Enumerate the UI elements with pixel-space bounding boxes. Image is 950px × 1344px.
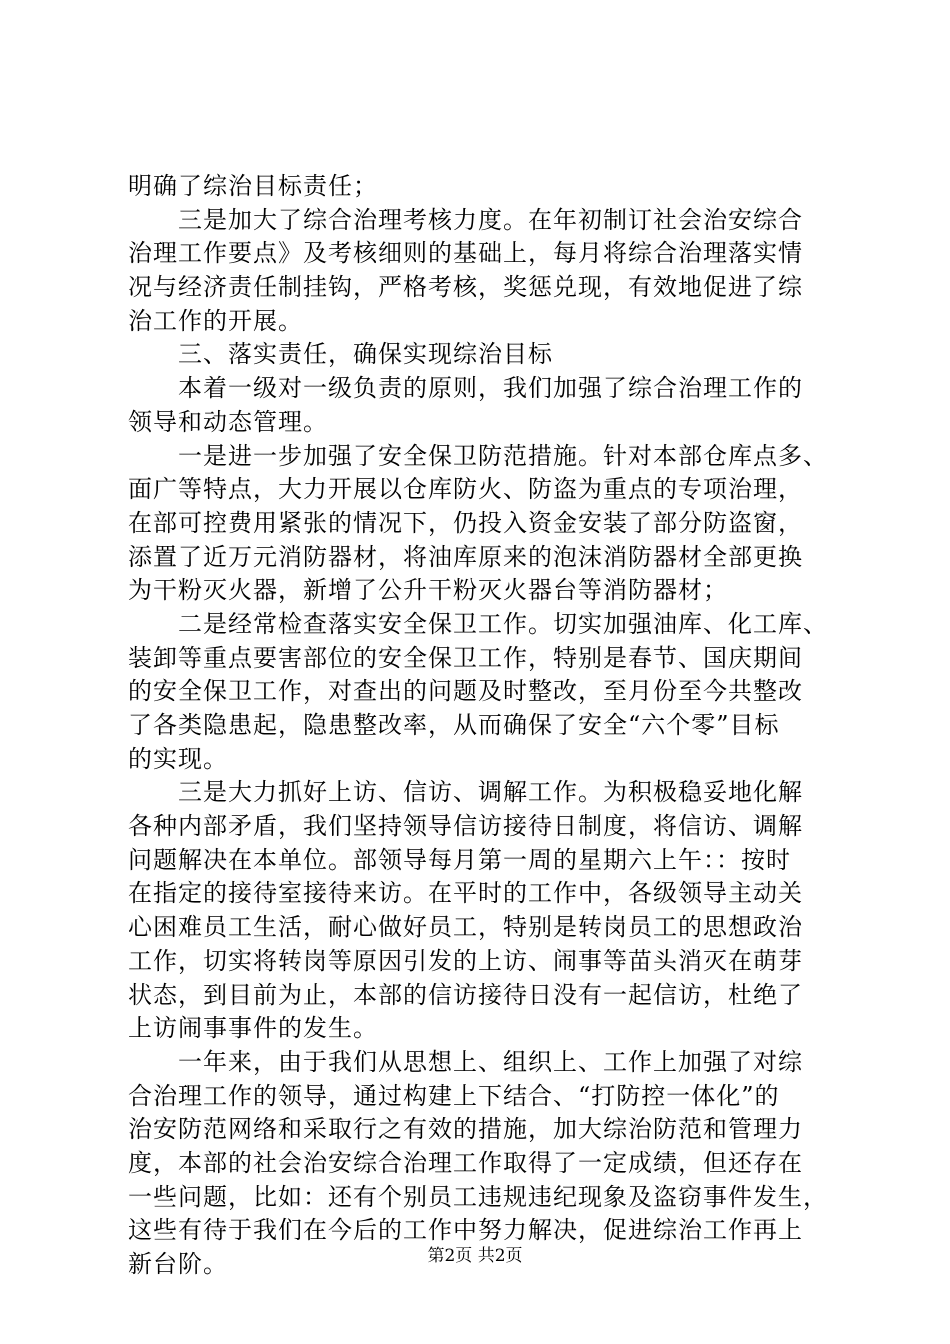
- text-line: 三是大力抓好上访、信访、调解工作。为积极稳妥地化解: [178, 778, 803, 807]
- text-line: 领导和动态管理。: [128, 407, 328, 436]
- text-line: 在部可控费用紧张的情况下，仍投入资金安装了部分防盗窗，: [128, 508, 803, 537]
- text-line: 工作，切实将转岗等原因引发的上访、闹事等苗头消灭在萌芽: [128, 946, 803, 975]
- text-line: 了各类隐患起，隐患整改率，从而确保了安全“六个零”目标: [128, 711, 780, 739]
- text-line: 治理工作要点》及考核细则的基础上，每月将综合治理落实情: [128, 239, 803, 268]
- text-line: 新台阶。: [128, 1250, 228, 1278]
- text-line: 本着一级对一级负责的原则，我们加强了综合治理工作的: [178, 374, 803, 403]
- text-line: 在指定的接待室接待来访。在平时的工作中，各级领导主动关: [128, 879, 803, 908]
- text-line: 治工作的开展。: [128, 306, 303, 335]
- text-line: 一是进一步加强了安全保卫防范措施。针对本部仓库点多、: [178, 441, 828, 470]
- text-line: 一年来，由于我们从思想上、组织上、工作上加强了对综: [178, 1047, 803, 1076]
- text-line: 三是加大了综合治理考核力度。在年初制订社会治安综合: [178, 205, 803, 234]
- text-line: 为干粉灭火器，新增了公升干粉灭火器台等消防器材；: [128, 576, 728, 605]
- page-footer: 第2页 共2页: [427, 1246, 523, 1266]
- text-line: 各种内部矛盾，我们坚持领导信访接待日制度，将信访、调解: [128, 812, 803, 841]
- text-line: 状态，到目前为止，本部的信访接待日没有一起信访，杜绝了: [128, 980, 803, 1009]
- text-line: 的实现。: [128, 744, 228, 773]
- text-line: 治安防范网络和采取行之有效的措施，加大综治防范和管理力: [128, 1115, 803, 1144]
- text-line: 的安全保卫工作，对查出的问题及时整改，至月份至今共整改: [128, 677, 803, 706]
- text-line: 这些有待于我们在今后的工作中努力解决，促进综治工作再上: [128, 1216, 803, 1245]
- text-line: 问题解决在本单位。部领导每月第一周的星期六上午：：按时: [128, 845, 791, 874]
- text-line: 况与经济责任制挂钩，严格考核，奖惩兑现，有效地促进了综: [128, 273, 803, 302]
- text-line: 装卸等重点要害部位的安全保卫工作，特别是春节、国庆期间: [128, 643, 803, 672]
- text-line: 添置了近万元消防器材，将油库原来的泡沫消防器材全部更换: [128, 542, 803, 571]
- text-line: 一些问题，比如：还有个别员工违规违纪现象及盗窃事件发生，: [128, 1182, 828, 1211]
- text-line: 明确了综治目标责任；: [128, 172, 378, 200]
- text-line: 上访闹事事件的发生。: [128, 1014, 378, 1043]
- text-line: 二是经常检查落实安全保卫工作。切实加强油库、化工库、: [178, 609, 828, 638]
- text-line: 三、落实责任，确保实现综治目标: [178, 340, 553, 369]
- text-line: 面广等特点，大力开展以仓库防火、防盗为重点的专项治理，: [128, 475, 803, 504]
- text-line: 度，本部的社会治安综合治理工作取得了一定成绩，但还存在: [128, 1148, 803, 1177]
- text-line: 心困难员工生活，耐心做好员工，特别是转岗员工的思想政治: [128, 913, 803, 942]
- document-body: [128, 170, 840, 1282]
- text-line: 合治理工作的领导，通过构建上下结合、“打防控一体化”的: [128, 1081, 780, 1110]
